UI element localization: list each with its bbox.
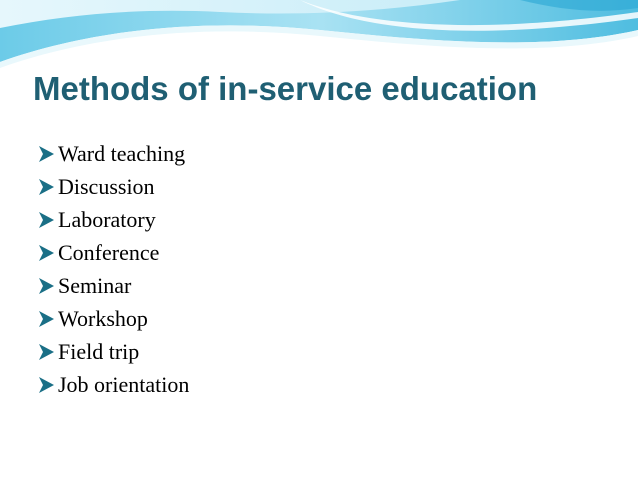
arrowhead-bullet-icon xyxy=(36,277,56,295)
list-item-label: Seminar xyxy=(58,272,132,298)
list-item-label: Ward teaching xyxy=(58,140,186,166)
arrowhead-bullet-icon xyxy=(36,244,56,262)
list-item xyxy=(36,368,189,401)
slide-title: Methods of in-service education xyxy=(33,70,538,107)
arrowhead-bullet-icon xyxy=(36,178,56,196)
list-item xyxy=(36,170,189,203)
list-item-label: Job orientation xyxy=(58,371,190,397)
bullet-list xyxy=(36,137,189,401)
list-item-label: Discussion xyxy=(58,173,155,199)
arrowhead-bullet-icon xyxy=(36,376,56,394)
list-item xyxy=(36,269,189,302)
list-item xyxy=(36,137,189,170)
list-item-label: Conference xyxy=(58,239,160,265)
arrowhead-bullet-icon xyxy=(36,211,56,229)
list-item-label: Laboratory xyxy=(58,206,156,232)
arrowhead-bullet-icon xyxy=(36,343,56,361)
list-item-label: Field trip xyxy=(58,338,140,364)
list-item xyxy=(36,203,189,236)
list-item xyxy=(36,302,189,335)
arrowhead-bullet-icon xyxy=(36,145,56,163)
arrowhead-bullet-icon xyxy=(36,310,56,328)
list-item xyxy=(36,335,189,368)
list-item xyxy=(36,236,189,269)
list-item-label: Workshop xyxy=(58,305,148,331)
